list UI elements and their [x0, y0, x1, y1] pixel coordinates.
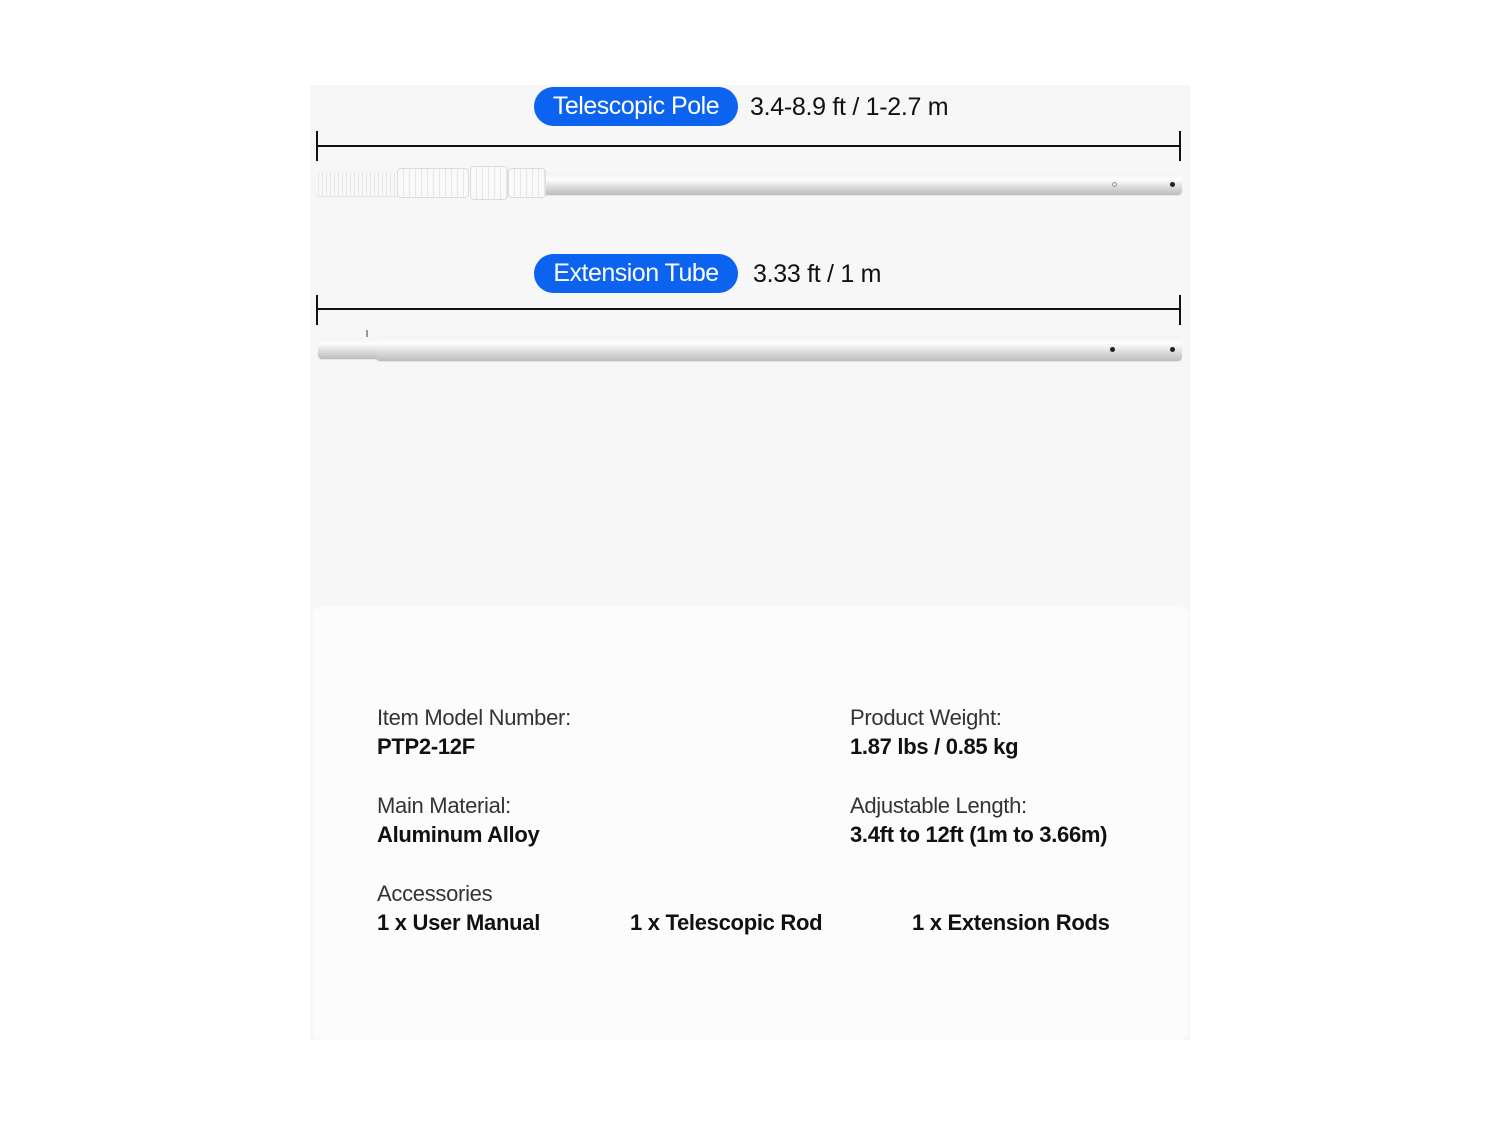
ruler-tick — [316, 131, 318, 161]
accessory-item: 1 x User Manual — [377, 910, 541, 935]
weight-label: Product Weight: — [850, 705, 1002, 730]
accessory-item: 1 x Telescopic Rod — [630, 910, 823, 935]
extension-tube-badge: Extension Tube — [534, 254, 738, 293]
accessories-label: Accessories — [377, 881, 493, 906]
ruler-tick — [1179, 131, 1181, 161]
model-label: Item Model Number: — [377, 705, 571, 730]
telescopic-pole-dimension: 3.4-8.9 ft / 1-2.7 m — [750, 93, 949, 121]
telescopic-pole-badge: Telescopic Pole — [534, 87, 738, 126]
length-value: 3.4ft to 12ft (1m to 3.66m) — [850, 822, 1108, 847]
model-value: PTP2-12F — [377, 734, 475, 759]
telescopic-pole-ruler — [316, 145, 1181, 147]
ruler-tick — [1179, 295, 1181, 325]
material-value: Aluminum Alloy — [377, 822, 540, 847]
ruler-tick — [316, 295, 318, 325]
accessory-item: 1 x Extension Rods — [912, 910, 1110, 935]
weight-value: 1.87 lbs / 0.85 kg — [850, 734, 1019, 759]
extension-tube-dimension: 3.33 ft / 1 m — [753, 260, 882, 288]
material-label: Main Material: — [377, 793, 511, 818]
extension-tube-ruler — [316, 308, 1181, 310]
length-label: Adjustable Length: — [850, 793, 1027, 818]
